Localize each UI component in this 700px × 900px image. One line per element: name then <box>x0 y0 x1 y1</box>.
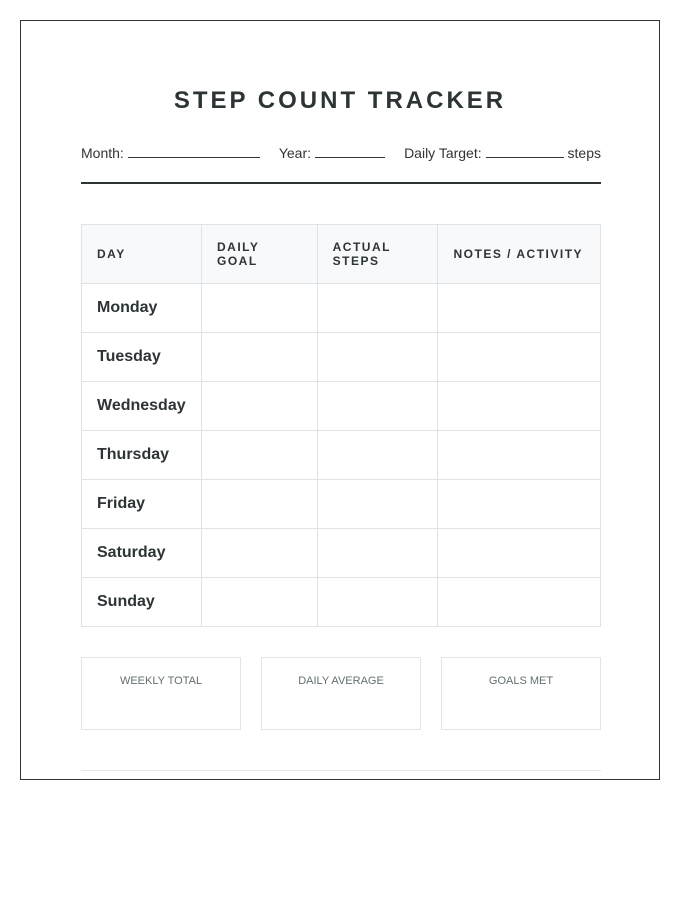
goals-met-box[interactable] <box>441 657 601 730</box>
day-cell: Wednesday <box>82 382 202 431</box>
daily-goal-cell[interactable] <box>201 529 317 578</box>
tracker-page <box>20 20 660 780</box>
meta-fields <box>81 143 601 161</box>
table-header-row <box>82 225 601 284</box>
daily-average-box[interactable] <box>261 657 421 730</box>
daily-goal-cell[interactable] <box>201 284 317 333</box>
table-row <box>82 480 601 529</box>
daily-goal-cell[interactable] <box>201 578 317 627</box>
daily-target-label: Daily Target: <box>404 145 482 161</box>
daily-goal-cell[interactable] <box>201 431 317 480</box>
daily-average-label: DAILY AVERAGE <box>298 675 384 687</box>
weekly-total-box[interactable] <box>81 657 241 730</box>
daily-goal-cell[interactable] <box>201 382 317 431</box>
daily-target-field <box>404 143 601 161</box>
header-actual-steps-label: ACTUAL STEPS <box>332 240 391 268</box>
month-field <box>81 143 260 161</box>
table-row <box>82 431 601 480</box>
actual-steps-cell[interactable] <box>317 480 438 529</box>
summary-boxes <box>81 657 601 730</box>
header-actual-steps <box>317 225 438 284</box>
year-label: Year: <box>278 145 312 161</box>
day-cell: Friday <box>82 480 202 529</box>
actual-steps-cell[interactable] <box>317 382 438 431</box>
table-row <box>82 333 601 382</box>
table-row <box>82 382 601 431</box>
actual-steps-cell[interactable] <box>317 578 438 627</box>
table-row <box>82 578 601 627</box>
notes-cell[interactable] <box>438 382 601 431</box>
actual-steps-cell[interactable] <box>317 333 438 382</box>
day-cell: Monday <box>82 284 202 333</box>
actual-steps-cell[interactable] <box>317 431 438 480</box>
month-label: Month: <box>81 145 124 161</box>
daily-target-blank[interactable] <box>486 143 564 158</box>
daily-target-suffix: steps <box>567 145 601 161</box>
month-blank[interactable] <box>128 143 260 158</box>
step-table <box>81 224 601 627</box>
header-day: DAY <box>82 225 202 284</box>
day-cell: Thursday <box>82 431 202 480</box>
notes-cell[interactable] <box>438 480 601 529</box>
table-row <box>82 284 601 333</box>
day-cell: Saturday <box>82 529 202 578</box>
page-title: STEP COUNT TRACKER <box>173 87 507 114</box>
actual-steps-cell[interactable] <box>317 284 438 333</box>
header-divider <box>81 182 601 184</box>
weekly-total-label: WEEKLY TOTAL <box>119 675 203 687</box>
notes-cell[interactable] <box>438 431 601 480</box>
year-field <box>279 143 385 161</box>
header-daily-goal: DAILY GOAL <box>201 225 317 284</box>
day-cell: Sunday <box>82 578 202 627</box>
footer-divider <box>81 770 601 771</box>
actual-steps-cell[interactable] <box>317 529 438 578</box>
notes-cell[interactable] <box>438 529 601 578</box>
notes-cell[interactable] <box>438 333 601 382</box>
notes-cell[interactable] <box>438 578 601 627</box>
day-cell: Tuesday <box>82 333 202 382</box>
header-notes: NOTES / ACTIVITY <box>438 225 601 284</box>
year-blank[interactable] <box>315 143 385 158</box>
goals-met-label: GOALS MET <box>488 675 554 687</box>
notes-cell[interactable] <box>438 284 601 333</box>
daily-goal-cell[interactable] <box>201 480 317 529</box>
daily-goal-cell[interactable] <box>201 333 317 382</box>
table-row <box>82 529 601 578</box>
